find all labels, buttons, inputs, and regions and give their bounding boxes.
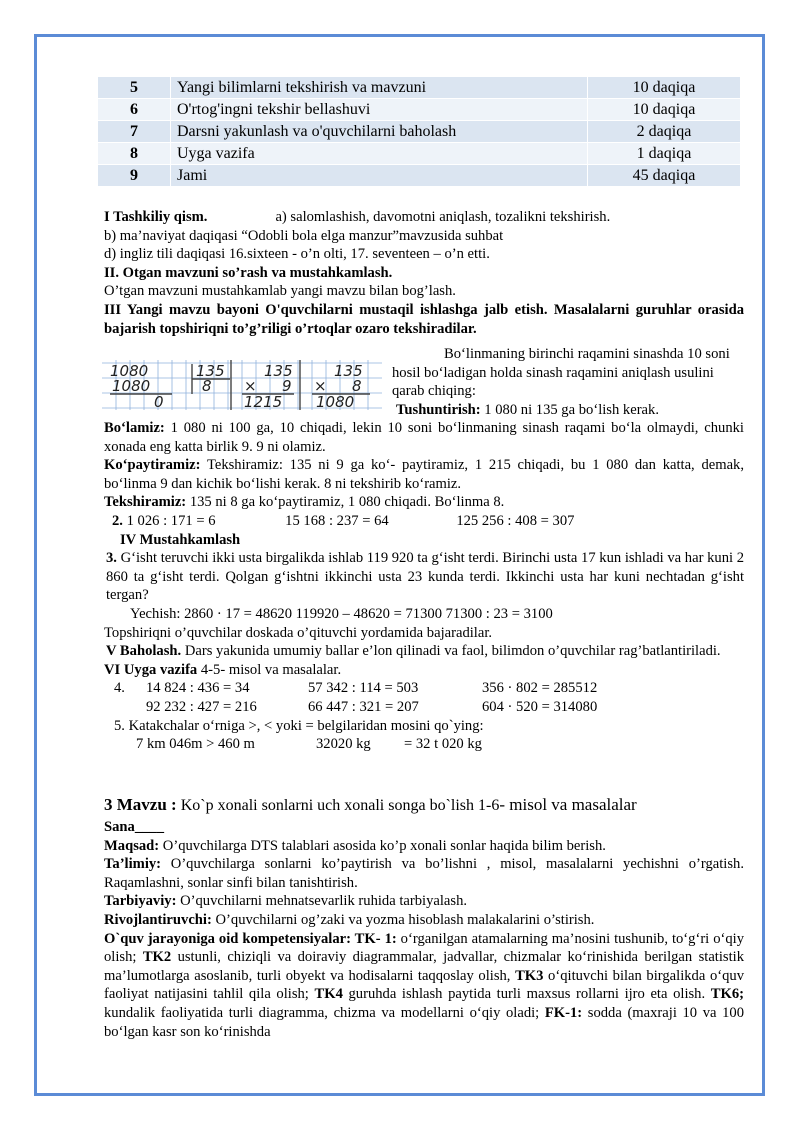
expression: 356 · 802 = 285512 [482,680,598,697]
worksheet-subtrahend: 1080 [112,377,151,395]
section-title: V Baholash. [106,643,182,660]
text-line: O’quvchilarni og’zaki va yozma hisoblash malakalarini o’stirish. [211,911,595,928]
row-number: 5 [98,77,171,99]
topic-text: Ko`p xonali sonlarni uch xonali songa bo`lish 1-6 [176,797,500,814]
row-description: Darsni yakunlash va o'quvchilarni baholash [171,121,588,143]
text-line: b) ma’naviyat daqiqasi “Odobli bola elga manzur”mavzusida suhbat [104,227,504,244]
text-line: Dars yakunida umumiy ballar e’lon qilinadi va faol, bilimdon o’quvchilar rag’batlantiriladi. [181,643,721,660]
worksheet-divisor: 135 [196,362,225,380]
row-time: 10 daqiqa [588,77,741,99]
table-row [98,143,741,165]
label: TK2 [142,949,172,966]
text-line: o‘rganilgan atamalarning ma’nosini tushunib, to‘g‘ri o‘qiy olish; [104,930,744,966]
division-worksheet-image [102,360,382,410]
text-line: O’tgan mavzuni mustahkamlab yangi mavzu bilan bog’lash. [104,283,456,300]
text-line: guruhda ishlash paytida turli maxsus rollarni ijro eta olish. [342,986,711,1003]
label: Maqsad: [104,837,160,854]
expression: 32020 kg [316,736,371,753]
expression: = 32 t 020 kg [404,736,482,753]
expression: 14 824 : 436 = 34 [146,680,250,697]
expression: 57 342 : 114 = 503 [308,680,419,697]
row-description: O'rtog'ingni tekshir bellashuvi [171,99,588,121]
method-note [392,345,744,419]
exercise-number: 3. [106,550,117,567]
text-line: o‘qituvchi bilan birgalikda o‘quv faoliyat natijasini tahlil qila olish; [104,967,744,1003]
text-line: Bo‘linmaning birinchi raqamini sinashda 10 soni hosil bo‘ladigan holda sinash raqamini aniqlash usulini qarab chiqing: [392,346,730,400]
text-line: O’quvchilarga sonlarni ko’paytirish va bo’lishni , misol, masalalarni yechishni o’rgatish. Raqamlashni, sonlar sinfi bilan tanishtirish. [104,856,744,891]
text-line: d) ingliz tili daqiqasi 16.sixteen - o’n olti, 17. seventeen – o’n etti. [104,246,490,263]
worksheet-m1-top: 135 [264,362,293,380]
expression: 604 · 520 = 314080 [482,698,598,715]
text-line: O’quvchilarga DTS talablari asosida ko’p xonali sonlar haqida bilim berish. [159,837,606,854]
section-title: III Yangi mavzu bayoni O'quvchilarni mustaqil ishlashga jalb etish. Masalalarni guruhlar orasida bajarish topshiriqni to’g’riligi o’rtoqlar ozaro tekshiradilar. [104,301,744,337]
worksheet-m1-res: 1215 [244,393,283,410]
row-number: 9 [98,165,171,187]
date-label: Sana____ [104,819,165,835]
expression: 92 232 : 427 = 216 [146,698,257,715]
worksheet-dividend: 1080 [110,362,149,380]
table-row [98,99,741,121]
row-time: 10 daqiqa [588,99,741,121]
solution-line: Yechish: 2860 · 17 = 48620 119920 – 48620 = 71300 71300 : 23 = 3100 [130,605,553,622]
label: Ko‘paytiramiz: [104,457,201,474]
label: TK3 [515,967,544,984]
label: O`quv jarayoniga oid kompetensiyalar: TK- 1: [104,930,397,947]
row-description: Jami [171,165,588,187]
row-time: 45 daqiqa [588,165,741,187]
row-number: 8 [98,143,171,165]
lesson-plan-table [97,76,741,187]
text-line: O’quvchilarni mehnatsevarlik ruhida tarbiyalash. [176,893,468,910]
section-title: I Tashkiliy qism. [104,209,208,225]
label: Tekshiramiz: [104,494,187,511]
label: FK-1: [544,1004,583,1021]
text-line: kundalik faoliyatida turli diagramma, chizma va modellarni o‘qiy oladi; [104,1004,545,1021]
text-line: Topshiriqni o’quvchilar doskada o’qituvchi yordamida bajaradilar. [104,624,493,641]
text-line: 1 080 ni 100 ga, 10 chiqadi, lekin 10 soni bo‘linmaning sinash raqami bo‘la olmaydi, chunki xonada eng katta birlik 9. 9 ni olamiz. [104,420,744,455]
expression: 66 447 : 321 = 207 [308,698,419,715]
label: TK6; [710,986,744,1003]
topic-3-header [104,796,744,816]
text-line: Tekshiramiz: 135 ni 9 ga ko‘- paytiramiz, 1 215 chiqadi, bu 1 080 dan katta, demak, bo‘linma 9 dan kichik bo‘lishi kerak. 8 ni tekshirib ko‘ramiz. [104,457,744,492]
exercise-number: 2. [112,512,123,529]
worksheet-m1-x: × [244,377,257,395]
label: TK4 [314,986,343,1003]
expression: 15 168 : 237 = 64 [285,512,389,529]
worksheet-quotient: 8 [202,377,212,395]
row-number: 6 [98,99,171,121]
row-time: 2 daqiqa [588,121,741,143]
worksheet-remainder: 0 [154,393,164,410]
row-description: Uyga vazifa [171,143,588,165]
label: Ta’limiy: [104,856,162,873]
section-title: VI Uyga vazifa [104,661,198,678]
text-line: 1 080 ni 135 ga bo‘lish kerak. [480,401,659,418]
text-line: 135 ni 8 ga ko‘paytiramiz, 1 080 chiqadi. Bo‘linma 8. [186,494,505,511]
explanation-block [104,419,744,754]
section-organizational [104,208,744,338]
label: Tarbiyaviy: [104,893,177,910]
worksheet-m2-mul: 8 [352,377,362,395]
label: Rivojlantiruvchi: [104,911,212,928]
grid-drawing [102,360,382,410]
text-line: a) salomlashish, davomotni aniqlash, tozalikni tekshirish. [275,209,611,225]
text-line: ustunli, chiziqli va doiraviy diagrammalar, jadvallar, chizmalar ko‘rinishida berilgan statistik ma’lumotlarga asoslanib, turli obyekt va hodisalarni taqqoslay olish, [104,949,744,984]
row-number: 7 [98,121,171,143]
expression: 125 256 : 408 = 307 [456,512,575,529]
row-description: Yangi bilimlarni tekshirish va mavzuni [171,77,588,99]
text-line: G‘isht teruvchi ikki usta birgalikda ishlab 119 920 ta g‘isht terdi. Birinchi usta 17 kun ishladi va har kuni 2 860 ta g‘isht terdi. Qolgan g‘ishtni ikkinchi usta 23 kunda terdi. Ikkinchi usta har kuni nechtadan g‘isht tergan? [106,550,744,604]
section-title: IV Mustahkamlash [120,531,241,548]
text-line: 4-5- misol va masalalar. [197,661,342,678]
expression: 7 km 046m > 460 m [136,736,255,753]
topic-tail: - misol va masalalar [499,795,637,814]
worksheet-m2-x: × [314,377,327,395]
table-row [98,121,741,143]
topic-3-body [104,818,744,1041]
table-row [98,165,741,187]
section-title: II. Otgan mavzuni so’rash va mustahkamlash. [104,264,393,281]
worksheet-m2-res: 1080 [316,393,355,410]
worksheet-m2-top: 135 [334,362,363,380]
label: Tushuntirish: [396,401,481,418]
row-time: 1 daqiqa [588,143,741,165]
expression: 1 026 : 171 = 6 [126,512,216,529]
topic-title: 3 Mavzu : [104,795,177,814]
table-row [98,77,741,99]
worksheet-m1-mul: 9 [282,377,292,395]
exercise-number: 4. [114,680,125,697]
text-line: 5. Katakchalar o‘rniga >, < yoki = belgilaridan mosini qo`ying: [114,717,484,734]
text-line: sodda (maxraji 10 va 100 bo‘lgan kasr son ko‘rinishda [104,1004,745,1040]
label: Bo‘lamiz: [104,420,165,436]
